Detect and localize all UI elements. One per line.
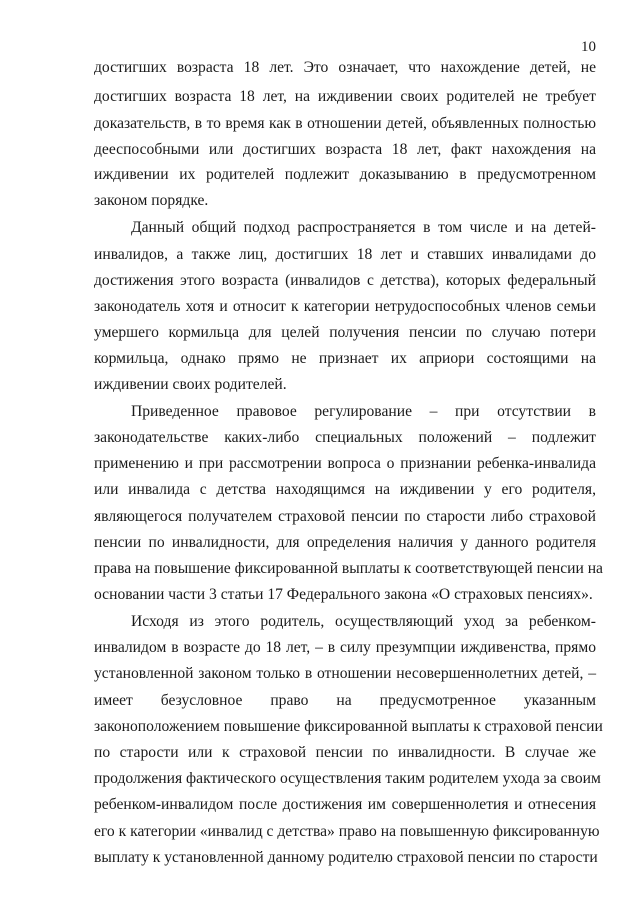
text-line: Данный общий подход распространяется в том числе и на детей- — [131, 219, 596, 236]
text-line: или инвалида с детства находящимся на иждивении у его родителя, — [94, 481, 596, 498]
page-number: 10 — [581, 39, 596, 55]
text-line: ребенком-инвалидом после достижения им совершеннолетия и отнесения — [94, 796, 596, 813]
text-line: установленной законом только в отношении несовершеннолетних детей, – — [94, 665, 596, 682]
text-line: законоположением повышение фиксированной выплаты к страховой пенсии — [94, 718, 603, 735]
text-line: основании части 3 статьи 17 Федерального закона «О страховых пенсиях». — [94, 586, 593, 603]
text-line: применению и при рассмотрении вопроса о признании ребенка-инвалида — [94, 455, 596, 472]
text-line: продолжения фактического осуществления таким родителем ухода за своим — [94, 770, 601, 787]
text-line: иждивении своих родителей. — [94, 376, 287, 393]
text-line: законодательстве каких-либо специальных положений – подлежит — [94, 429, 596, 446]
text-line: Приведенное правовое регулирование – при отсутствии в — [131, 403, 596, 420]
text-line: его к категории «инвалид с детства» право на повышенную фиксированную — [94, 823, 600, 840]
text-line: Исходя из этого родитель, осуществляющий уход за ребенком- — [131, 613, 596, 630]
text-line: по старости или к страховой пенсии по инвалидности. В случае же — [94, 744, 596, 761]
text-line: выплату к установленной данному родителю страховой пенсии по старости — [94, 849, 598, 866]
text-line: права на повышение фиксированной выплаты к соответствующей пенсии на — [94, 560, 603, 577]
text-line: доказательств, в то время как в отношении детей, объявленных полностью — [94, 115, 596, 132]
text-line: достижения этого возраста (инвалидов с детства), которых федеральный — [94, 272, 596, 289]
text-line: достигших возраста 18 лет. Это означает, что нахождение детей, не — [94, 59, 596, 76]
text-line: дееспособными или достигших возраста 18 лет, факт нахождения на — [94, 141, 596, 158]
text-line: иждивении их родителей подлежит доказыванию в предусмотренном — [94, 166, 596, 183]
text-line: пенсии по инвалидности, для определения наличия у данного родителя — [94, 534, 596, 551]
text-line: инвалидом в возрасте до 18 лет, – в силу презумпции иждивенства, прямо — [94, 639, 596, 656]
text-line: законом порядке. — [94, 192, 209, 209]
text-line: инвалидов, а также лиц, достигших 18 лет и ставших инвалидами до — [94, 246, 596, 263]
text-line: умершего кормильца для целей получения пенсии по случаю потери — [94, 324, 596, 341]
text-line: имеет безусловное право на предусмотренное указанным — [94, 692, 596, 709]
text-line: законодатель хотя и относит к категории нетрудоспособных членов семьи — [94, 298, 596, 315]
text-line: достигших возраста 18 лет, на иждивении своих родителей не требует — [94, 88, 596, 105]
text-line: являющегося получателем страховой пенсии по старости либо страховой — [94, 508, 596, 525]
text-line: кормильца, однако прямо не признает их априори состоящими на — [94, 350, 596, 367]
